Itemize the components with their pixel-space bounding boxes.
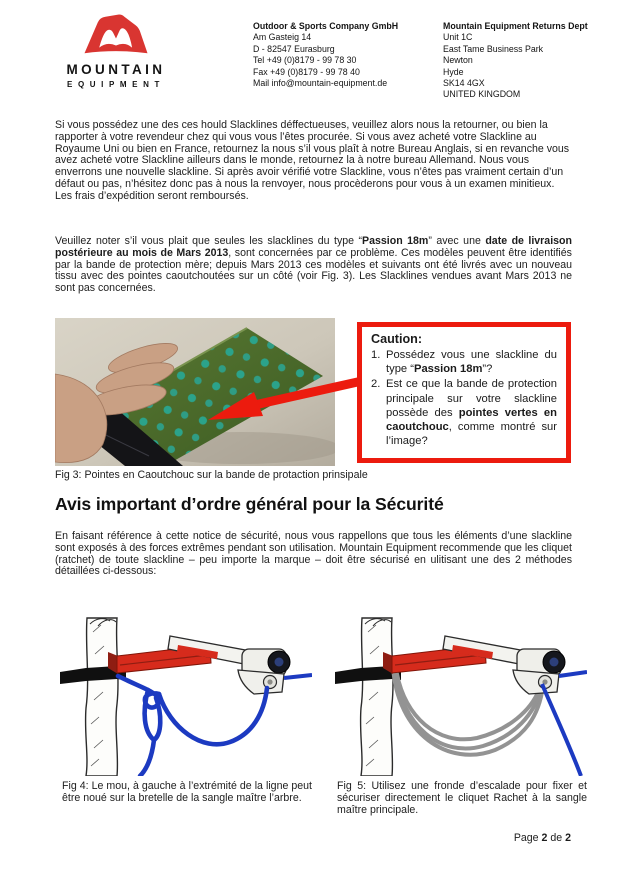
returns-address-line: Unit 1C — [443, 32, 473, 43]
company-email: Mail info@mountain-equipment.de — [253, 78, 388, 89]
caution-item-2 — [371, 377, 557, 448]
returns-address-line: UNITED KINGDOM — [443, 89, 521, 100]
fig5-illustration-ratchet-sling — [335, 616, 587, 776]
caution-box — [357, 322, 571, 463]
brand-name-equipment: EQUIPMENT — [67, 80, 165, 89]
caution-item-number: 2. — [371, 378, 381, 391]
caution-item-text: Possédez vous une slackline du type “Passion 18m”? — [386, 349, 557, 376]
paragraph-affected-models: Veuillez noter s’il vous plait que seules les slacklines du type “Passion 18m” avec une date de livraison postérieure au mois de Mars 2013, sont concernées par ce problème. Ces modèles peuvent être identifiés par la bande de protection mère; depuis Mars 2013 ces modèles et suivants ont été livrés avec un nouveau tissu avec des pointes caoutchoutées sur un côté (voir Fig. 3). Les Slacklines vendues avant Mars 2013 ne sont pas concernées. — [55, 235, 572, 295]
section-heading-safety: Avis important d’ordre général pour la Sécurité — [55, 494, 444, 514]
paragraph-safety-notice: En faisant référence à cette notice de sécurité, nous vous rappellons que tous les éléments d’une slackline sont exposés à des forces extrêmes pendant son utilisation. Mountain Equipment recommende que les cliquet (ratchet) de toute slackline – peu importe la marque – doit être sécurisé en ulitisant une des 2 méthodes détaillées ci-dessous: — [55, 530, 572, 578]
fig3-caption: Fig 3: Pointes en Caoutchouc sur la bande de protaction prinsipale — [55, 469, 368, 481]
page-number: Page 2 de 2 — [513, 832, 571, 844]
company-phone: Tel +49 (0)8179 - 99 78 30 — [253, 55, 357, 66]
returns-address-block — [443, 21, 593, 101]
returns-dept-name: Mountain Equipment Returns Dept — [443, 21, 588, 31]
caution-title: Caution: — [371, 332, 423, 346]
caution-item-text: Est ce que la bande de protection principale sur votre slackline possède des pointes vertes en caoutchouc, comme montré sur l’image? — [386, 378, 557, 448]
fig5-caption: Fig 5: Utilisez une fronde d’escalade pour fixer et sécuriser directement le cliquet Rachet à la sangle maître principale. — [337, 780, 587, 817]
brand-name-mountain: MOUNTAIN — [66, 62, 166, 77]
returns-address-line: SK14 4GX — [443, 78, 485, 89]
company-address-line: Am Gasteig 14 — [253, 32, 312, 43]
returns-address-line: Hyde — [443, 66, 464, 77]
company-address-line: D - 82547 Eurasburg — [253, 43, 335, 54]
red-arrow-pointer — [198, 372, 362, 434]
fig4-caption: Fig 4: Le mou, à gauche à l’extrémité de la ligne peut être noué sur la bretelle de la sangle maître l’arbre. — [62, 780, 312, 805]
paragraph-return-instructions: Si vous possédez une des ces hould Slacklines déffectueuses, veuillez alors nous la retourner, ou bien la rapporter à votre revendeur chez qui vous vous l’êtes procurée. Si vous avez acheté votre Slackline au Royaume Uni ou bien en France, retournez la nous s’il vous plaît à notre Bureau Anglais, si en revanche vous avez acheté votre Slackline ailleurs dans le monde, retournez la à notre bureau Allemand. Nous vous enverrons une nouvelle slackline. Si après avoir vérifié votre Slackline, vous n’êtes pas vraiment certain d’un défaut ou pas, n’hésitez donc pas à nous la renvoyer, nous procèderons pour vous à un examen minitieux. Les frais d’expédition seront remboursés. — [55, 119, 570, 202]
caution-item-1 — [371, 348, 557, 376]
company-fax: Fax +49 (0)8179 - 99 78 40 — [253, 66, 360, 77]
mountain-equipment-logo — [55, 12, 177, 89]
mountain-logo-icon — [81, 12, 151, 58]
caution-item-number: 1. — [371, 349, 381, 361]
returns-address-line: East Tame Business Park — [443, 43, 544, 54]
returns-address-line: Newton — [443, 55, 473, 66]
company-name: Outdoor & Sports Company GmbH — [253, 21, 399, 31]
company-address-block — [253, 21, 433, 89]
fig4-illustration-ratchet-knot — [60, 616, 312, 776]
